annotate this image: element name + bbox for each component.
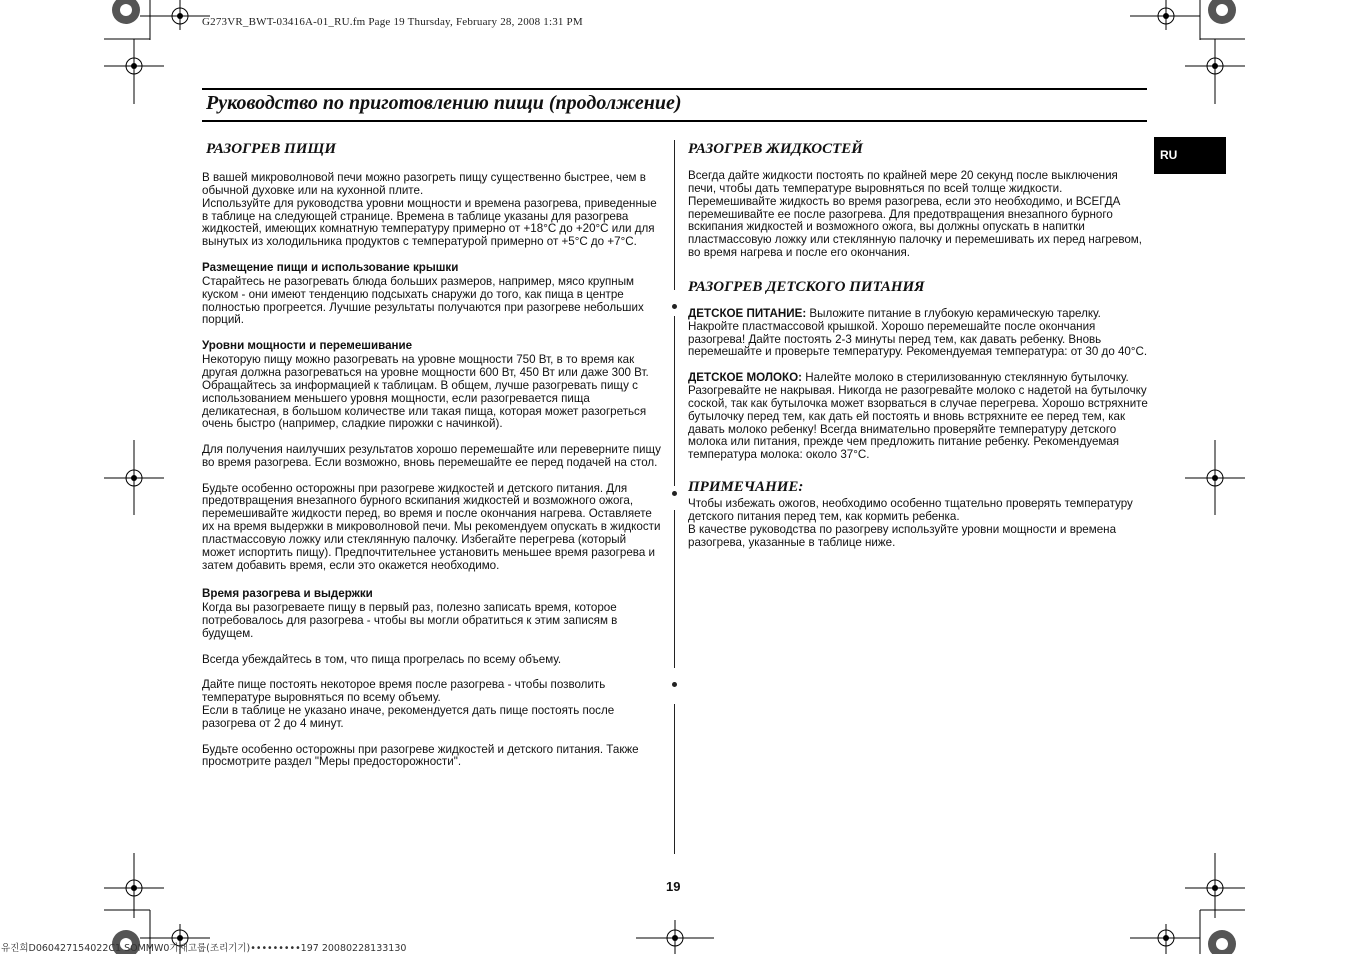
column-divider: [674, 704, 675, 854]
title-rule-bottom: [202, 120, 1147, 122]
baby-milk-text: Налейте молоко в стерилизованную стеклянную бутылочку. Разогревайте не накрывая. Никогда не разогревайте молоко с надетой на бутылочку соской, так как бутылочка может взорваться в случае перегрева. Хорошо встряхните бутылочку перед тем, как дать ей постоять и вновь встряхните ее перед тем, как давать молоко ребенку! Всегда внимательно проверяйте температуру детского молока или питания, прежде чем предложить питание ребенку. Рекомендуемая температура молока: около 37°C.: [688, 371, 1148, 462]
paragraph: Будьте особенно осторожны при разогреве жидкостей и детского питания. Для предотвращения внезапного бурного вскипания жидкостей и возможного ожога, перемешивайте жидкости перед, во время и после окончания нагрева. Оставляете их на время выдержки в микроволновой печи. Мы рекомендуем опускать в жидкости пластмассовую ложку или стеклянную палочку. Избегайте перегрева (который может испортить пищу). Предпочтительнее установить меньшее время разогрева и затем добавить время, если это окажется необходимо.: [202, 481, 661, 572]
page-title: Руководство по приготовлению пищи (продолжение): [206, 92, 682, 114]
paragraph: Всегда убеждайтесь в том, что пища прогрелась по всему объему.: [202, 652, 562, 666]
paragraph: Когда вы разогреваете пищу в первый раз, полезно записать время, которое потребовалось для разогрева - чтобы вы могли обратиться к этим записям в будущем.: [202, 601, 618, 640]
right-column: [688, 140, 1148, 549]
paragraph: Используйте для руководства уровни мощности и времена разогрева, приведенные в таблице на следующей странице. Времена в таблице указаны для разогрева жидкостей, имеющих комнатную температуру примерно от +18°C до +20°C или для вынутых из холодильника продуктов с температурой примерно от +5°C до +7°C.: [202, 196, 657, 249]
paragraph: Всегда дайте жидкости постоять по крайней мере 20 секунд после выключения печи, чтобы дать температуре выровняться по всей толще жидкости. Перемешивайте жидкость во время разогрева, если это необходимо, и ВСЕГДА перемешивайте ее после разогрева. Для предотвращения внезапного бурного вскипания жидкостей и возможного ожога, вы должны опускать в напитки пластмассовую ложку или стеклянную палочку и перемешивать их перед нагревом, во время нагрева и после его окончания.: [688, 169, 1142, 260]
paragraph: В качестве руководства по разогреву используйте уровни мощности и времена разогрева, указанные в таблице ниже.: [688, 522, 1117, 549]
baby-food-label: ДЕТСКОЕ ПИТАНИЕ:: [688, 306, 807, 320]
divider-dot: [672, 304, 677, 309]
column-divider: [674, 140, 675, 290]
paragraph: В вашей микроволновой печи можно разогреть пищу существенно быстрее, чем в обычной духовке или на кухонной плите.: [202, 171, 646, 197]
subheading-placement: Размещение пищи и использование крышки: [202, 261, 459, 275]
paragraph: Для получения наилучших результатов хорошо перемешайте или переверните пищу во время разогрева. Если возможно, вновь перемешайте ее перед подачей на стол.: [202, 443, 661, 469]
paragraph: Старайтесь не разогревать блюда больших размеров, например, мясо крупным куском - они имеют тенденцию подсыхать снаружи до того, как пища в центре полностью прогреется. Лучшие результаты получаются при разогреве небольших порций.: [202, 274, 644, 327]
paragraph: Чтобы избежать ожогов, необходимо особенно тщательно проверять температуру детского питания перед тем, как кормить ребенка.: [688, 497, 1133, 523]
column-divider: [674, 510, 675, 668]
section-title-reheating-food: РАЗОГРЕВ ПИЩИ: [206, 141, 336, 157]
divider-dot: [672, 682, 677, 687]
divider-dot: [672, 491, 677, 496]
paragraph: Будьте особенно осторожны при разогреве жидкостей и детского питания. Также просмотрите раздел "Меры предосторожности".: [202, 742, 639, 769]
section-title-reheating-liquids: РАЗОГРЕВ ЖИДКОСТЕЙ: [688, 141, 863, 157]
title-rule-top: [202, 88, 1147, 90]
baby-milk-label: ДЕТСКОЕ МОЛОКО:: [688, 371, 802, 385]
subheading-time: Время разогрева и выдержки: [202, 587, 373, 601]
left-column: [202, 140, 662, 769]
page-number: 19: [666, 879, 681, 894]
section-title-baby-food: РАЗОГРЕВ ДЕТСКОГО ПИТАНИЯ: [688, 278, 925, 295]
paragraph: Обращайтесь за информацией к таблицам. В общем, лучше разогревать пищу с использованием меньшего уровня мощности, если разогревается пища деликатесная, в большом количестве или такая пища, которая может разогреться очень быстро (например, сладкие пирожки с начинкой).: [202, 378, 647, 431]
column-divider: [674, 316, 675, 486]
subheading-power-levels: Уровни мощности и перемешивание: [202, 339, 413, 353]
paragraph: Некоторую пищу можно разогревать на уровне мощности 750 Вт, в то время как другая должна разогреваться на уровне мощности 600 Вт, 450 Вт или даже 300 Вт.: [202, 353, 649, 379]
file-header: G273VR_BWT-03416A-01_RU.fm Page 19 Thursday, February 28, 2008 1:31 PM: [202, 16, 583, 28]
paragraph: Дайте пище постоять некоторое время после разогрева - чтобы позволить температуре выровняться по всему объему.: [202, 678, 606, 705]
language-tab: RU: [1154, 137, 1226, 174]
print-footer: 유진희D060427154022C1 SOMMW0기재고룹(조리기기)•••••••••197 20080228133130: [1, 943, 407, 954]
baby-food-text: Выложите питание в глубокую керамическую тарелку. Накройте пластмассовой крышкой. Хорошо перемешайте после окончания разогрева! Дайте постоять 2-3 минуты перед тем, как давать ребенку. Вновь перемешайте и проверьте температуру. Рекомендуемая температура: от 30 до 40°C.: [688, 306, 1148, 359]
paragraph-baby-food: [688, 308, 1148, 359]
paragraph-baby-milk: [688, 372, 1148, 462]
paragraph: Если в таблице не указано иначе, рекомендуется дать пище постоять после разогрева от 2 до 4 минут.: [202, 704, 615, 730]
section-title-note: ПРИМЕЧАНИЕ:: [688, 479, 804, 496]
